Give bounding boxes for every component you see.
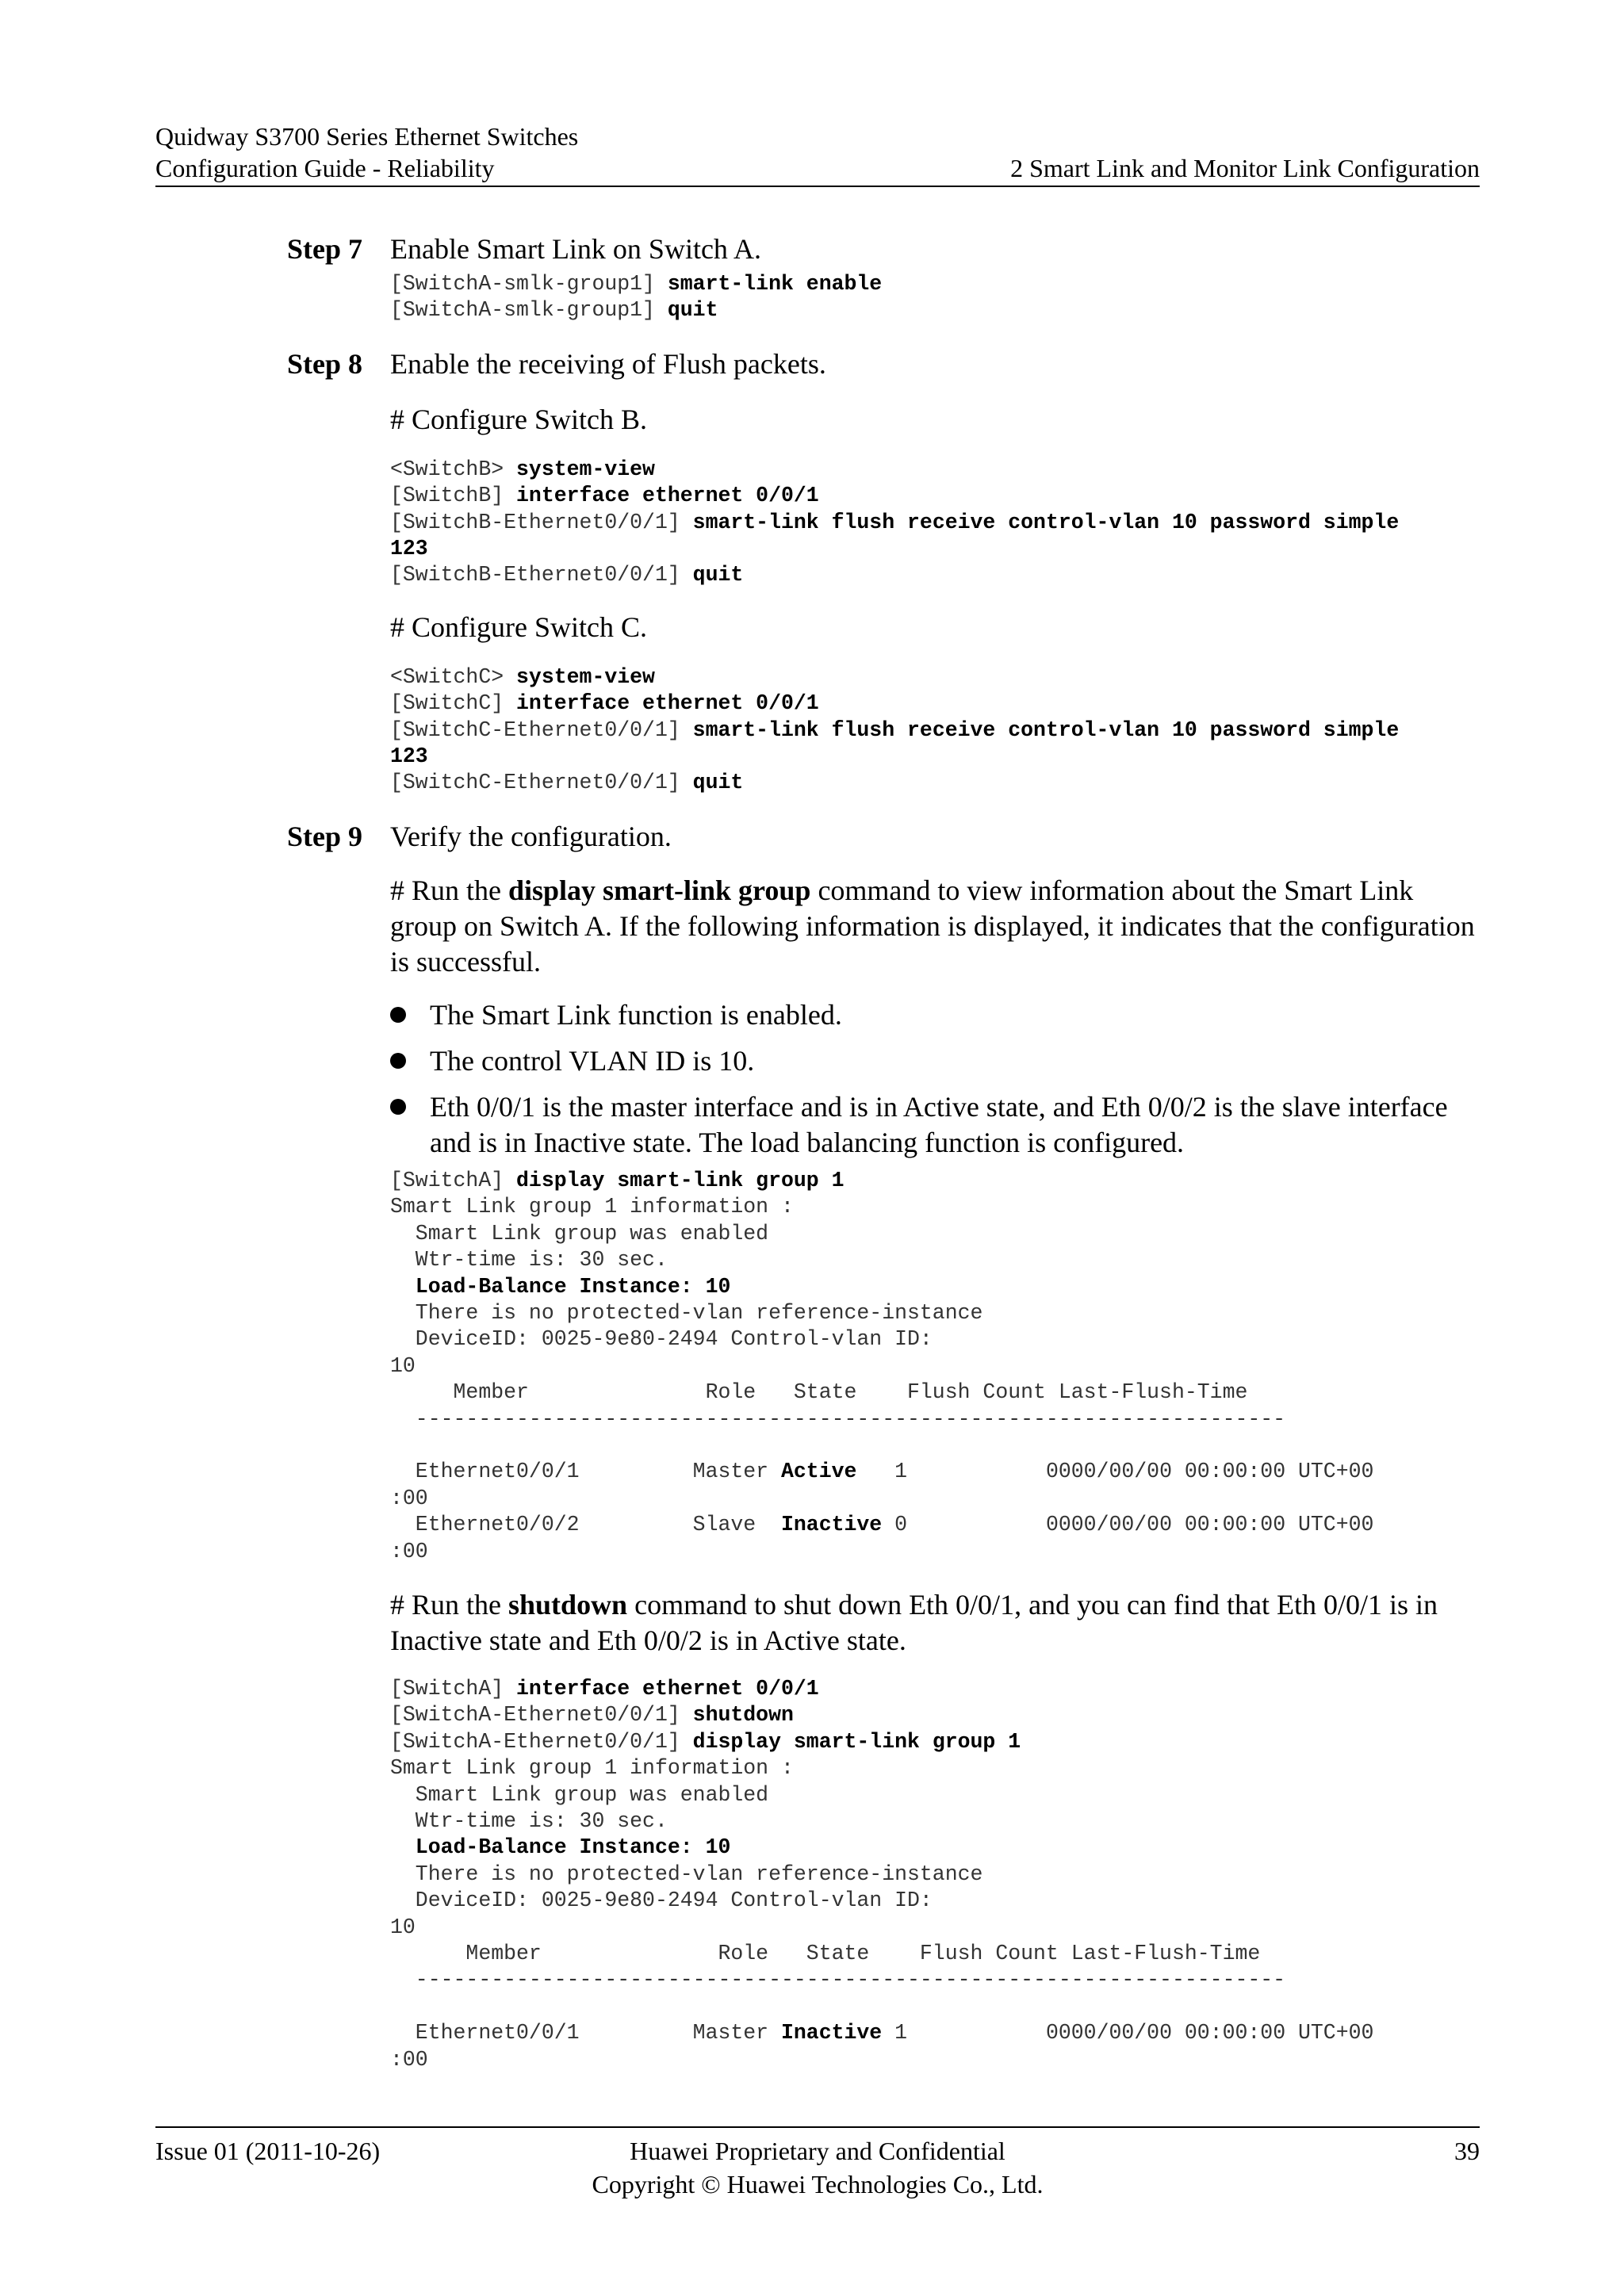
code-command: system-view xyxy=(516,664,655,689)
code-command: quit xyxy=(667,298,718,323)
code-prompt: [SwitchA-Ethernet0/0/1] xyxy=(390,1703,693,1728)
code-prompt: [SwitchC-Ethernet0/0/1] xyxy=(390,771,693,795)
code-command: system-view xyxy=(516,457,655,481)
code-command: Inactive xyxy=(780,2021,883,2045)
code-prompt: <SwitchC> xyxy=(390,664,517,689)
code-line xyxy=(390,664,1624,691)
code-line xyxy=(390,1353,1624,1380)
code-line xyxy=(390,770,1624,796)
code-line xyxy=(390,1326,1624,1353)
code-line xyxy=(390,457,1624,483)
code-line xyxy=(390,1702,1624,1728)
list-item-text: The Smart Link function is enabled. xyxy=(430,998,842,1031)
code-line xyxy=(390,1915,1624,1941)
code-prompt: There is no protected-vlan reference-instance xyxy=(390,1300,983,1325)
intro-suffix: command to view information about the Smart Link group on Switch A. If the following information is displayed, it indicates that the configuration is successful. xyxy=(390,874,1475,978)
code-prompt: Smart Link group 1 information : xyxy=(390,1195,794,1219)
code-prompt: [SwitchC] xyxy=(390,691,517,716)
code-prompt: [SwitchA-smlk-group1] xyxy=(390,272,668,296)
code-prompt: [SwitchB-Ethernet0/0/1] xyxy=(390,563,693,587)
code-block xyxy=(390,664,1624,797)
footer-page-number: 39 xyxy=(1454,2137,1480,2165)
step-description: Enable Smart Link on Switch A. xyxy=(390,233,761,265)
code-line xyxy=(390,1835,1624,1861)
code-prompt: [SwitchA] xyxy=(390,1676,517,1701)
step-label: Step 7 xyxy=(287,233,363,265)
footer-confidential: Huawei Proprietary and Confidential xyxy=(630,2137,1005,2165)
code-line xyxy=(390,1888,1624,1914)
code-prompt: [SwitchB] xyxy=(390,484,517,508)
code-output: 1 0000/00/00 00:00:00 UTC+00 xyxy=(882,2021,1374,2045)
list-item xyxy=(390,1043,1484,1079)
code-line xyxy=(390,1433,1624,1459)
code-output: 1 0000/00/00 00:00:00 UTC+00 xyxy=(856,1460,1374,1484)
code-line xyxy=(390,562,1624,588)
footer-copyright: Copyright © Huawei Technologies Co., Ltd. xyxy=(592,2170,1044,2198)
step-label: Step 8 xyxy=(287,347,363,380)
intro-command: display smart-link group xyxy=(508,874,811,906)
code-prompt: Wtr-time is: 30 sec. xyxy=(390,1809,668,1833)
code-prompt: Smart Link group was enabled xyxy=(390,1221,769,1246)
code-command: interface ethernet 0/0/1 xyxy=(516,691,819,716)
code-prompt: Smart Link group was enabled xyxy=(390,1782,769,1807)
header-guide-title: Configuration Guide - Reliability xyxy=(155,154,495,182)
code-block xyxy=(390,271,1624,324)
code-line xyxy=(390,1539,1624,1565)
code-prompt: 10 xyxy=(390,1353,416,1378)
code-prompt: 10 xyxy=(390,1915,416,1939)
code-command: 123 xyxy=(390,744,428,769)
code-prompt: Ethernet0/0/1 Master xyxy=(390,2021,781,2045)
code-line xyxy=(390,691,1624,717)
shutdown-paragraph xyxy=(390,1587,1484,1659)
code-line xyxy=(390,1300,1624,1326)
section-heading-switch-c: # Configure Switch C. xyxy=(390,610,647,643)
code-line xyxy=(390,1994,1624,2020)
list-item xyxy=(390,997,1484,1033)
code-line xyxy=(390,1782,1624,1808)
code-prompt: :00 xyxy=(390,1486,428,1510)
code-command: smart-link flush receive control-vlan 10 password simple xyxy=(692,510,1400,534)
code-line xyxy=(390,2047,1624,2073)
footer-issue: Issue 01 (2011-10-26) xyxy=(155,2137,381,2165)
code-line xyxy=(390,1755,1624,1781)
code-prompt: :00 xyxy=(390,2047,428,2072)
code-output: 0 0000/00/00 00:00:00 UTC+00 xyxy=(882,1513,1374,1537)
code-line xyxy=(390,483,1624,509)
code-command: interface ethernet 0/0/1 xyxy=(516,1676,819,1701)
page-footer xyxy=(155,2126,1480,2207)
code-prompt: DeviceID: 0025-9e80-2494 Control-vlan ID: xyxy=(390,1327,933,1352)
code-command: Active xyxy=(780,1460,857,1484)
code-command: shutdown xyxy=(692,1703,794,1728)
step-7 xyxy=(0,230,1624,270)
code-block xyxy=(390,457,1624,589)
code-line xyxy=(390,718,1624,744)
code-line xyxy=(390,1247,1624,1273)
bullet-icon xyxy=(390,1007,406,1023)
code-line xyxy=(390,297,1624,323)
step-8 xyxy=(0,345,1624,385)
page-header xyxy=(155,117,1480,187)
code-line xyxy=(390,744,1624,770)
bullet-icon xyxy=(390,1053,406,1069)
code-line xyxy=(390,1862,1624,1888)
code-line xyxy=(390,1406,1624,1433)
code-prompt xyxy=(390,1835,416,1859)
code-command: quit xyxy=(692,771,744,795)
code-prompt: [SwitchB-Ethernet0/0/1] xyxy=(390,510,693,534)
code-line xyxy=(390,1967,1624,1993)
page-content xyxy=(0,230,1624,2073)
header-product-title: Quidway S3700 Series Ethernet Switches xyxy=(155,122,579,151)
code-prompt: Member Role State Flush Count Last-Flush-Time xyxy=(390,1942,1261,1966)
code-line xyxy=(390,1486,1624,1512)
code-line xyxy=(390,510,1624,536)
code-line xyxy=(390,1941,1624,1967)
code-command: 123 xyxy=(390,537,428,561)
code-prompt: [SwitchA-smlk-group1] xyxy=(390,298,668,323)
shutdown-prefix: # Run the xyxy=(390,1588,508,1621)
code-line xyxy=(390,1380,1624,1406)
code-line xyxy=(390,1274,1624,1300)
section-heading-switch-b: # Configure Switch B. xyxy=(390,403,647,435)
code-line xyxy=(390,1808,1624,1835)
code-prompt: Ethernet0/0/1 Master xyxy=(390,1460,781,1484)
header-chapter-title: 2 Smart Link and Monitor Link Configuration xyxy=(1010,154,1480,182)
list-item-text: The control VLAN ID is 10. xyxy=(430,1044,755,1077)
code-prompt xyxy=(390,1275,416,1299)
code-command: display smart-link group 1 xyxy=(516,1168,845,1192)
footer-center xyxy=(155,2134,1480,2201)
intro-prefix: # Run the xyxy=(390,874,508,906)
step-description: Verify the configuration. xyxy=(390,820,672,852)
code-line xyxy=(390,536,1624,562)
step-description: Enable the receiving of Flush packets. xyxy=(390,347,826,380)
code-prompt: Ethernet0/0/2 Slave xyxy=(390,1513,781,1537)
code-line xyxy=(390,1676,1624,1702)
shutdown-suffix: command to shut down Eth 0/0/1, and you can find that Eth 0/0/1 is in Inactive state and Eth 0/0/2 is in Active state. xyxy=(390,1588,1438,1656)
bullet-list xyxy=(390,997,1484,1161)
code-command: Load-Balance Instance: 10 xyxy=(415,1274,731,1299)
code-line xyxy=(390,1168,1624,1194)
code-prompt: --------------------------------------------------------------------- xyxy=(390,1406,1286,1431)
code-prompt: [SwitchA] xyxy=(390,1168,517,1192)
step-9 xyxy=(0,817,1624,857)
code-command: Inactive xyxy=(780,1513,883,1537)
code-prompt: <SwitchB> xyxy=(390,457,517,481)
code-prompt: DeviceID: 0025-9e80-2494 Control-vlan ID: xyxy=(390,1888,933,1913)
code-prompt: [SwitchA-Ethernet0/0/1] xyxy=(390,1729,693,1754)
code-prompt: --------------------------------------------------------------------- xyxy=(390,1968,1286,1992)
code-line xyxy=(390,2020,1624,2046)
step-9-intro xyxy=(390,873,1484,980)
list-item xyxy=(390,1089,1484,1161)
code-prompt: [SwitchC-Ethernet0/0/1] xyxy=(390,718,693,742)
shutdown-command: shutdown xyxy=(508,1588,628,1621)
code-command: Load-Balance Instance: 10 xyxy=(415,1835,731,1860)
code-prompt: Smart Link group 1 information : xyxy=(390,1756,794,1781)
code-command: smart-link flush receive control-vlan 10 password simple xyxy=(692,718,1400,742)
code-line xyxy=(390,1459,1624,1485)
code-prompt: :00 xyxy=(390,1539,428,1563)
code-prompt: There is no protected-vlan reference-instance xyxy=(390,1862,983,1886)
code-prompt: Wtr-time is: 30 sec. xyxy=(390,1248,668,1272)
code-block xyxy=(390,1168,1624,1565)
step-label: Step 9 xyxy=(287,820,363,852)
code-command: interface ethernet 0/0/1 xyxy=(516,484,819,508)
list-item-text: Eth 0/0/1 is the master interface and is in Active state, and Eth 0/0/2 is the slave interface and is in Inactive state. The load balancing function is configured. xyxy=(430,1090,1448,1158)
code-command: display smart-link group 1 xyxy=(692,1729,1021,1754)
code-line xyxy=(390,271,1624,297)
code-command: quit xyxy=(692,563,744,587)
code-prompt: Member Role State Flush Count Last-Flush-Time xyxy=(390,1380,1248,1405)
bullet-icon xyxy=(390,1099,406,1115)
code-line xyxy=(390,1512,1624,1538)
code-line xyxy=(390,1194,1624,1220)
code-line xyxy=(390,1729,1624,1755)
code-line xyxy=(390,1221,1624,1247)
code-command: smart-link enable xyxy=(667,272,883,296)
code-block xyxy=(390,1676,1624,2073)
